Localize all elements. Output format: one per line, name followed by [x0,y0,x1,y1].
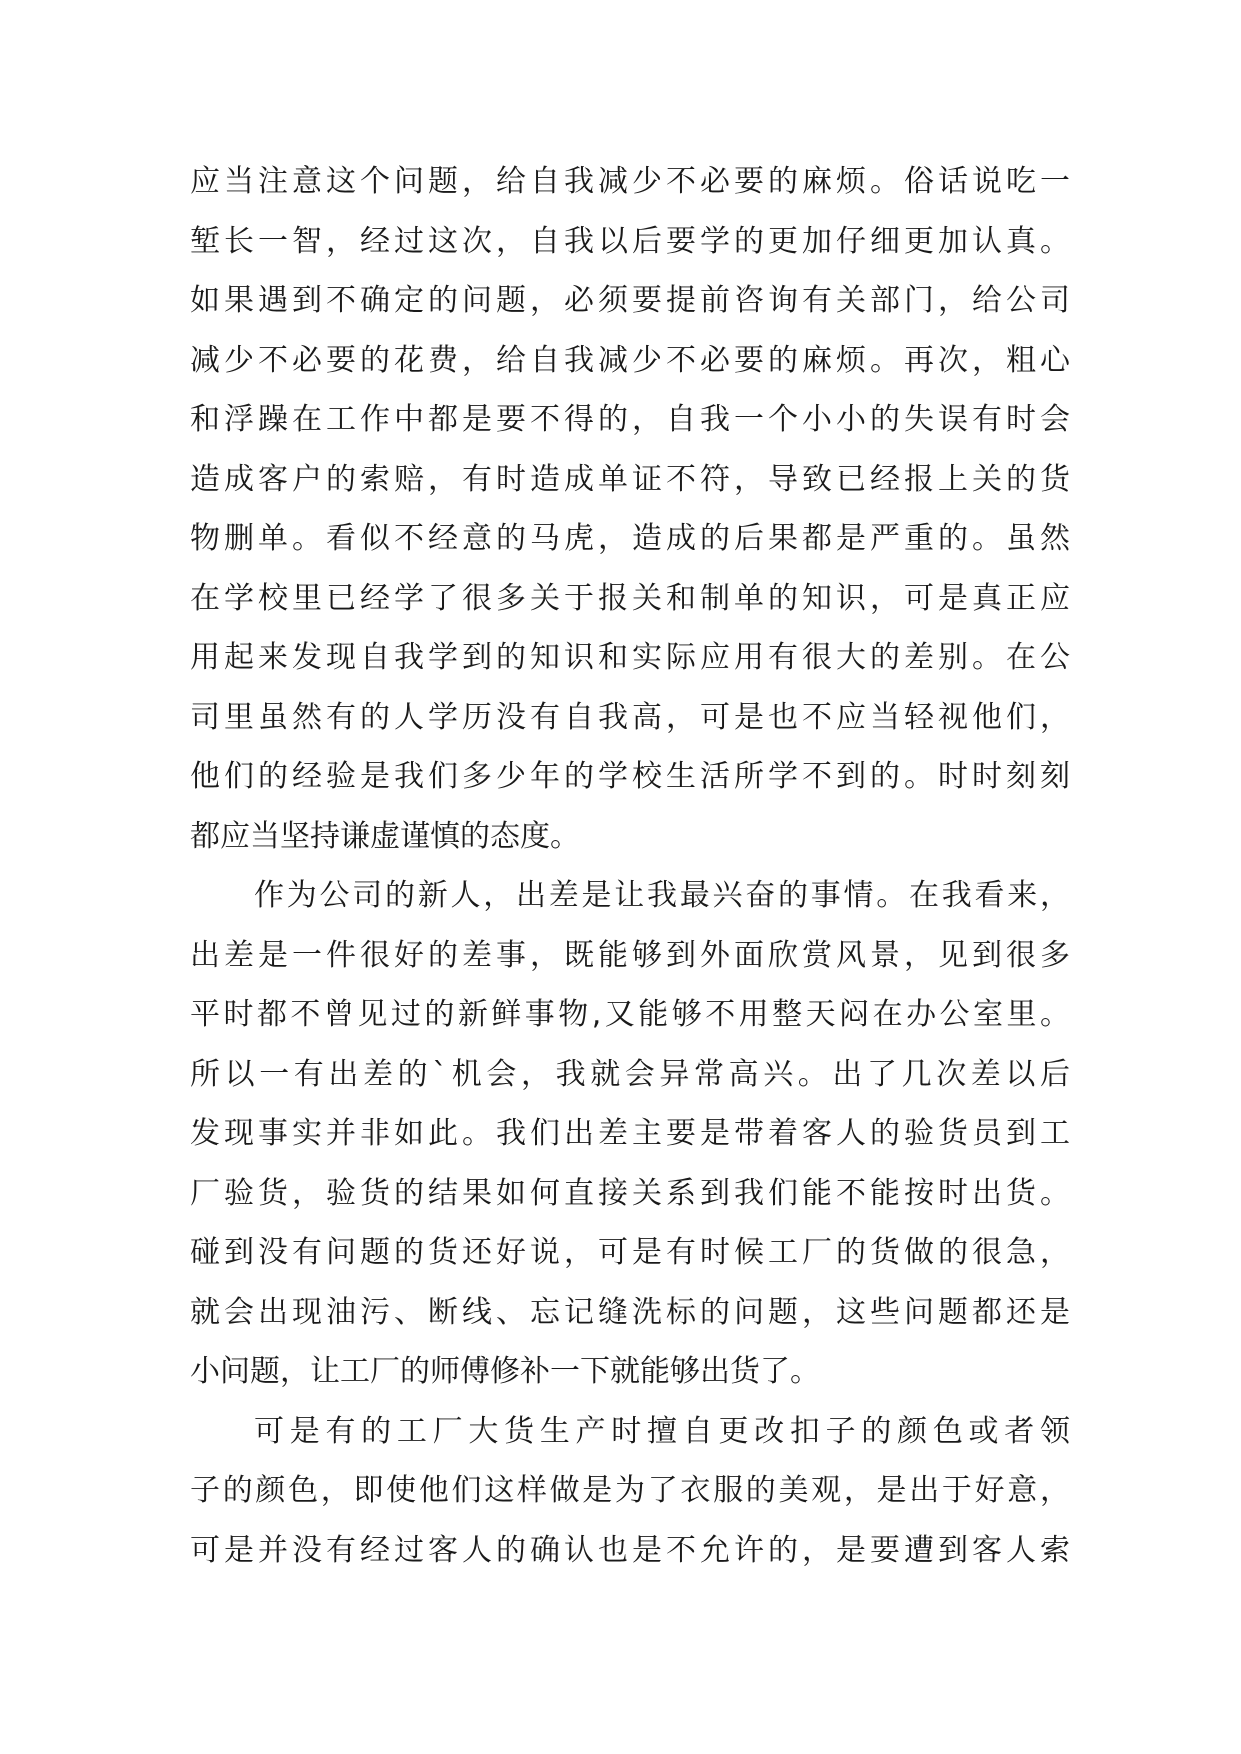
text-line: 应当注意这个问题，给自我减少不必要的麻烦。俗话说吃一 [190,164,1070,199]
text-line: 子的颜色，即使他们这样做是为了衣服的美观，是出于好意， [190,1473,1070,1508]
paragraph-first-line: 可是有的工厂大货生产时擅自更改扣子的颜色或者领 [254,1413,1070,1449]
text-line: 和浮躁在工作中都是要不得的，自我一个小小的失误有时会 [190,402,1070,437]
text-line: 用起来发现自我学到的知识和实际应用有很大的差别。在公 [190,640,1070,675]
paragraph-first-line: 作为公司的新人，出差是让我最兴奋的事情。在我看来， [254,878,1070,913]
text-line: 出差是一件很好的差事，既能够到外面欣赏风景，见到很多 [190,937,1070,973]
text-line: 造成客户的索赔，有时造成单证不符，导致已经报上关的货 [190,461,1070,497]
text-line: 他们的经验是我们多少年的学校生活所学不到的。时时刻刻 [190,759,1070,794]
text-line: 堑长一智，经过这次，自我以后要学的更加仔细更加认真。 [190,223,1070,259]
body-text [190,152,1070,1580]
text-line: 都应当坚持谦虚谨慎的态度。 [190,818,580,854]
text-line: 在学校里已经学了很多关于报关和制单的知识，可是真正应 [190,580,1070,616]
text-line: 碰到没有问题的货还好说，可是有时候工厂的货做的很急， [190,1235,1070,1270]
text-line: 所以一有出差的`机会，我就会异常高兴。出了几次差以后 [190,1056,1070,1092]
text-line: 物删单。看似不经意的马虎，造成的后果都是严重的。虽然 [190,521,1070,556]
text-line: 平时都不曾见过的新鲜事物,又能够不用整天闷在办公室里。 [190,997,1070,1032]
text-line: 就会出现油污、断线、忘记缝洗标的问题，这些问题都还是 [190,1294,1070,1330]
text-line: 发现事实并非如此。我们出差主要是带着客人的验货员到工 [190,1116,1070,1151]
text-line: 司里虽然有的人学历没有自我高，可是也不应当轻视他们， [190,699,1070,735]
text-line: 可是并没有经过客人的确认也是不允许的，是要遭到客人索 [190,1532,1070,1568]
text-line: 小问题，让工厂的师傅修补一下就能够出货了。 [190,1354,820,1389]
text-line: 减少不必要的花费，给自我减少不必要的麻烦。再次，粗心 [190,342,1070,378]
text-line: 厂验货，验货的结果如何直接关系到我们能不能按时出货。 [190,1175,1070,1211]
text-line: 如果遇到不确定的问题，必须要提前咨询有关部门，给公司 [190,283,1070,318]
